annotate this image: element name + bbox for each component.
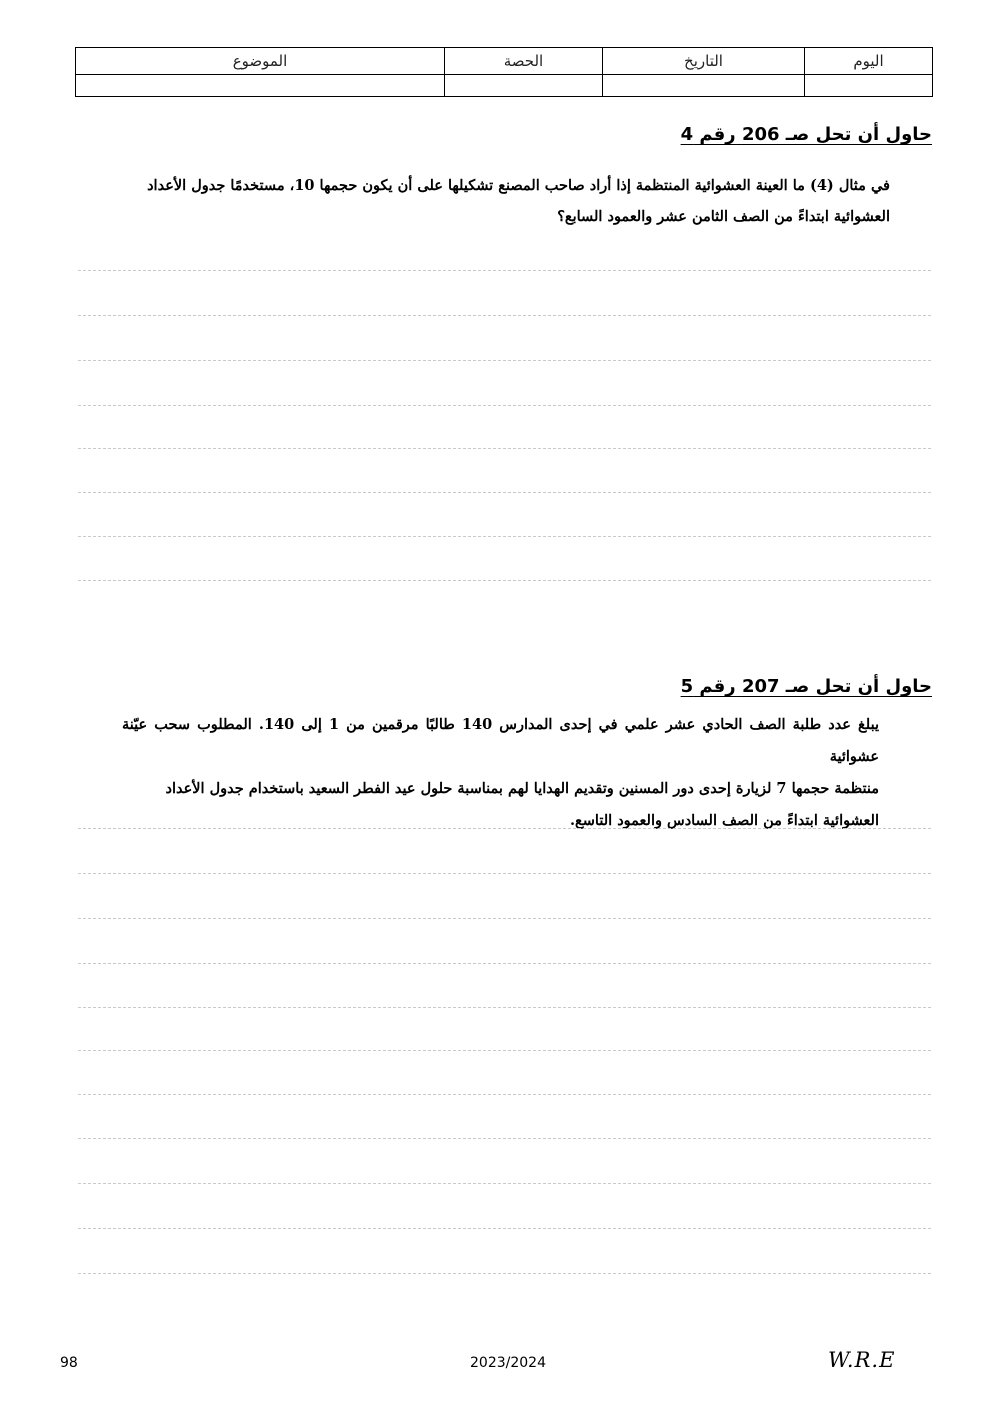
day-entry-cell[interactable] <box>805 75 933 97</box>
section2-question-line: يبلغ عدد طلبة الصف الحادي عشر علمي في إحدى المدارس 140 طالبًا مرقمين من 1 إلى 140. المطلوب سحب عيّنة عشوائية <box>122 716 879 765</box>
page-number: 98 <box>60 1355 78 1371</box>
answer-line <box>78 492 931 493</box>
header-cell-topic: الموضوع <box>76 48 445 75</box>
answer-line <box>78 405 931 406</box>
answer-line <box>78 1007 931 1008</box>
answer-line <box>78 918 931 919</box>
answer-line <box>78 536 931 537</box>
answer-line <box>78 448 931 449</box>
answer-line <box>78 270 931 271</box>
header-entry-row <box>76 75 933 97</box>
section2-question <box>122 709 879 837</box>
section1-question-line: العشوائية ابتداءً من الصف الثامن عشر والعمود السابع؟ <box>557 208 890 225</box>
header-table <box>75 47 933 97</box>
answer-line <box>78 963 931 964</box>
answer-line <box>78 1094 931 1095</box>
answer-line <box>78 360 931 361</box>
topic-entry-cell[interactable] <box>76 75 445 97</box>
answer-line <box>78 580 931 581</box>
section1-heading: حاول أن تحل صـ 206 رقم 4 <box>680 124 932 145</box>
header-cell-day: اليوم <box>805 48 933 75</box>
answer-line <box>78 1228 931 1229</box>
section2-heading: حاول أن تحل صـ 207 رقم 5 <box>680 676 932 697</box>
answer-line <box>78 873 931 874</box>
header-cell-period: الحصة <box>445 48 603 75</box>
answer-line <box>78 1050 931 1051</box>
section2-question-line: منتظمة حجمها 7 لزيارة إحدى دور المسنين وتقديم الهدايا لهم بمناسبة حلول عيد الفطر السعيد باستخدام جدول الأعداد <box>165 780 879 797</box>
answer-line <box>78 315 931 316</box>
period-entry-cell[interactable] <box>445 75 603 97</box>
section1-question <box>110 170 890 232</box>
school-year: 2023/2024 <box>470 1355 546 1371</box>
header-labels-row <box>76 48 933 75</box>
author-signature: W.R.E <box>828 1348 896 1372</box>
section1-question-line: في مثال (4) ما العينة العشوائية المنتظمة إذا أراد صاحب المصنع تشكيلها على أن يكون حجمها 10، مستخدمًا جدول الأعداد <box>147 177 890 194</box>
date-entry-cell[interactable] <box>603 75 805 97</box>
answer-line <box>78 828 931 829</box>
section2-question-line: العشوائية ابتداءً من الصف السادس والعمود التاسع. <box>570 812 879 829</box>
answer-line <box>78 1138 931 1139</box>
header-cell-date: التاريخ <box>603 48 805 75</box>
answer-line <box>78 1183 931 1184</box>
answer-line <box>78 1273 931 1274</box>
